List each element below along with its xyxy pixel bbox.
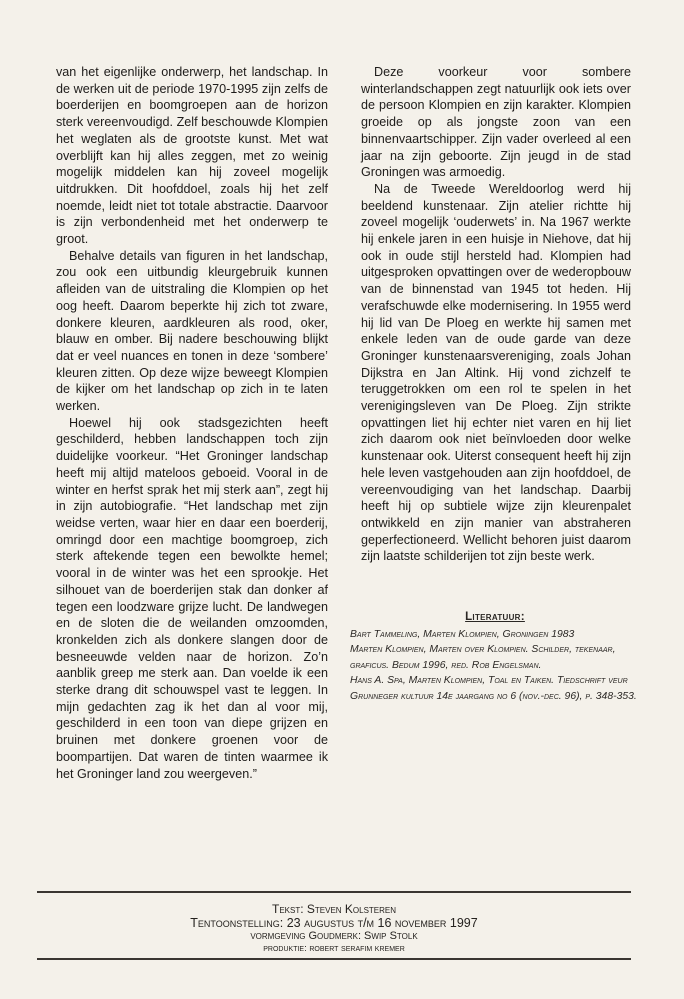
paragraph: Behalve details van figuren in het landschap, zou ook een uitbundig kleurgebruik kunnen afleiden van de uitstraling die Klompien op het oog heeft. Daarom beperkte hij zich tot zware, donkere kleuren, aardkleuren als rood, oker, blauw en omber. Bij nadere beschouwing blijkt dat er veel nuances en tonen in deze ‘sombere’ kleuren zitten. Op deze wijze beweegt Klompien de kijker om het landschap op zich in te laten werken. [56, 248, 328, 414]
literature-section [350, 610, 640, 705]
credit-exhibition: Tentoonstelling: 23 augustus t/m 16 november 1997 [190, 916, 478, 930]
literature-heading: Literatuur: [465, 611, 525, 623]
bottom-divider [37, 958, 631, 960]
literature-entry: Bart Tammeling, Marten Klompien, Groningen 1983 [350, 628, 575, 640]
left-text-column [56, 64, 328, 782]
literature-entry: Marten Klompien, Marten over Klompien. Schilder, tekenaar, graficus. Bedum 1996, red. Rob Engelsman. [350, 644, 616, 671]
literature-entry: Hans A. Spa, Marten Klompien, Toal en Taiken. Tiedschrift veur Grunneger kultuur 14e jaargang no 6 (nov.-dec. 96), p. 348-353. [350, 675, 637, 702]
paragraph: Hoewel hij ook stadsgezichten heeft geschilderd, hebben landschappen toch zijn duidelijke voorkeur. “Het Groninger landschap heeft mij altijd mateloos geboeid. Vooral in de winter en herfst sprak het mij sterk aan”, zegt hij in zijn autobiografie. “Het landschap met zijn weidse verten, waar hier en daar een boerderij, omringd door een machtige boomgroep, zich sterk aftekende tegen een bewolkte hemel; vooral in de winter was het een sprookje. Het silhouet van de boerderijen stak dan donker af tegen een loodzware grijze lucht. De landwegen en de sloten die de weilanden omzoomden, kronkelden zich als donkere slangen door de besneeuwde velden naar de horizon. Zo’n aanblik greep me sterk aan. Dan voelde ik een sterke drang dit schouwspel vast te leggen. In mijn gedachten zag ik het dan al voor mij, geschilderd in een toon van diepe grijzen en bruinen met donkere groenen voor de boompartijen. Dat waren de tinten waarmee ik het Groninger land zou weergeven.” [56, 415, 328, 781]
paragraph: van het eigenlijke onderwerp, het landschap. In de werken uit de periode 1970-1995 zijn zelfs de boerderijen en boomgroepen aan de horizon sterk vereenvoudigd. Zelf beschouwde Klompien het weglaten als de grootste kunst. Met wat overblijft kan hij alles zeggen, met zo weinig mogelijk middelen kan hij zoveel mogelijk uitdrukken. Dit hoofddoel, zoals hij het zelf noemde, leidt niet tot totale abstractie. Daarvoor is zijn verbondenheid met het onderwerp te groot. [56, 65, 328, 247]
paragraph: Na de Tweede Wereldoorlog werd hij beeldend kunstenaar. Zijn atelier richtte hij zoveel mogelijk ‘ouderwets’ in. Na 1967 werkte hij enkele jaren in een huisje in Niehove, dat hij ook in oude stijl hersteld had. Klompien had uitgesproken opvattingen over de wederopbouw van de binnenstad van 1945 tot heden. Hij verafschuwde elke modernisering. In 1955 werd hij lid van De Ploeg en werkte hij samen met enkele leden van de oude garde van deze Groninger kunstenaarsvereniging, zoals Johan Dijkstra en Jan Altink. Hij vond zichzelf te teruggetrokken om een rol te spelen in het verenigingsleven van De Ploeg. Zijn strikte opvattingen liet hij echter niet varen en hij liet zich daarom ook niet beïnvloeden door welke kunstenaar ook. Uiterst consequent heeft hij zijn hele leven vastgehouden aan zijn hoofddoel, de vereenvoudiging van het landschap. Daarbij heeft hij op subtiele wijze zijn kleurenpalet ontwikkeld en zijn manier van abstraheren geperfectioneerd. Wellicht behoren juist daarom zijn laatste schilderijen tot zijn beste werk. [361, 181, 631, 564]
credits-block [37, 902, 631, 955]
credit-production: produktie: robert serafim kremer [263, 943, 405, 954]
top-divider [37, 891, 631, 893]
paragraph: Deze voorkeur voor sombere winterlandschappen zegt natuurlijk ook iets over de persoon Klompien en zijn karakter. Klompien groeide op als jongste zoon van een binnenvaartschipper. Zijn vader overleed al een jaar na zijn geboorte. Zijn jeugd in de stad Groningen was armoedig. [361, 65, 631, 180]
right-text-column [361, 64, 631, 565]
credit-text: Tekst: Steven Kolsteren [271, 902, 397, 916]
credit-design: vormgeving Goudmerk: Swip Stolk [250, 930, 418, 942]
